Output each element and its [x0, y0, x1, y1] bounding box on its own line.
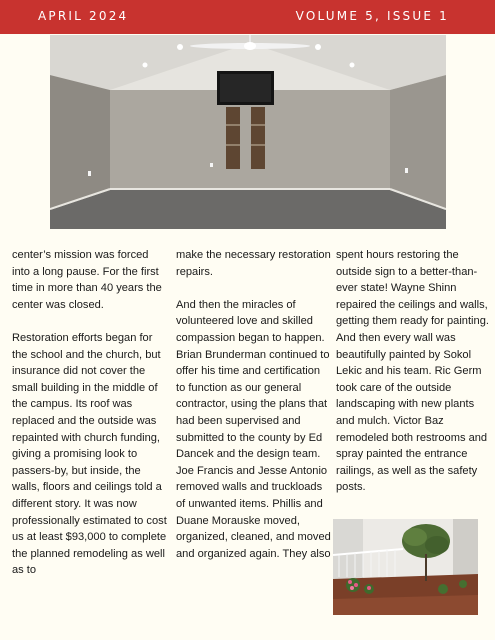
article-column-3	[336, 247, 491, 513]
article-column-1	[12, 247, 167, 595]
article-column-2	[176, 247, 331, 579]
column-2-paragraph-2: And then the miracles of volunteered love and skilled compassion began to happen. Brian Brunderman continued to offer his time and certification to function as our general contractor, using the plans that had been supervised and submitted to the county by Ed Dancek and the design team. Joe Francis and Jesse Antonio removed walls and truckloads of unwanted items. Phillis and Duane Morauske moved, organized, cleaned, and moved and organized again. They also	[176, 298, 331, 560]
column-2-paragraph-1: make the necessary restoration repairs.	[176, 249, 331, 278]
column-3-paragraph-1: spent hours restoring the outside sign to a better-than-ever state! Wayne Shinn repaired the ceilings and walls, getting them ready for painting. And then every wall was beautifully painted by Sokol Lekic and his team. Ric Germ took care of the outside landscaping with new plants and mulch. Victor Baz remodeled both restrooms and spray painted the entrance railings, as well as the safety posts.	[336, 249, 489, 494]
issue-volume: VOLUME 5, ISSUE 1	[295, 9, 449, 23]
photo-landscaping	[333, 519, 478, 615]
column-1-paragraph-1: center’s mission was forced into a long pause. For the first time in more than 40 years the center was closed.	[12, 249, 162, 311]
newsletter-header	[0, 0, 495, 34]
column-1-paragraph-2: Restoration efforts began for the school and the church, but insurance did not cover the small building in the middle of the campus. Its roof was replaced and the outside was repainted with church funding, giving a promising look to passers-by, but inside, the walls, floors and ceilings told a different story. It was now professionally estimated to cost us at least $93,000 to complete the planned remodeling as well as to	[12, 331, 167, 577]
issue-date: APRIL 2024	[38, 9, 129, 23]
photo-renovated-room	[50, 35, 446, 229]
